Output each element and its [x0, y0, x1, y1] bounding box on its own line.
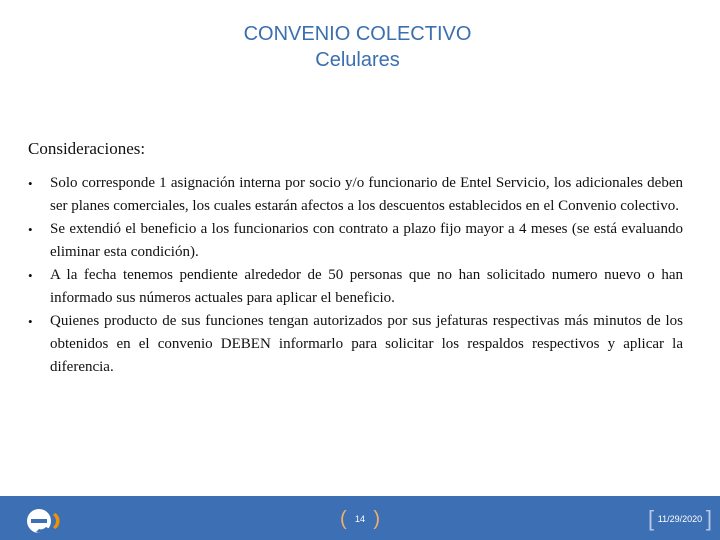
slide-title-line2: Celulares: [315, 49, 400, 71]
bullet-text: Se extendió el beneficio a los funcionarios con contrato a plazo fijo mayor a 4 meses (se está evaluando eliminar esta condición).: [50, 221, 683, 260]
bracket-right: ): [373, 508, 380, 530]
bullet-text: Quienes producto de sus funciones tengan autorizados por sus jefaturas respectivas más minutos de los obtenidos en el convenio DEBEN informarlo para solicitar los respaldos respectivos y aplicar la diferencia.: [50, 313, 683, 375]
bullet-item: [28, 172, 683, 218]
bullet-symbol: •: [28, 314, 33, 329]
page-number: 14: [354, 514, 365, 524]
bullet-list: [28, 172, 683, 379]
bullet-item: [28, 264, 683, 310]
bracket-left: [: [648, 506, 655, 531]
entel-logo-icon: [26, 507, 66, 535]
slide-title-line1: CONVENIO COLECTIVO: [243, 23, 472, 45]
bullet-text: A la fecha tenemos pendiente alrededor de 50 personas que no han solicitado numero nuevo o han informado sus números actuales para aplicar el beneficio.: [50, 267, 683, 306]
page-number-box: [340, 507, 380, 533]
slide-date: 11/29/2020: [657, 514, 703, 524]
bullet-symbol: •: [28, 176, 33, 191]
bracket-left: (: [340, 508, 347, 530]
date-box: [648, 507, 712, 533]
bullet-item: [28, 218, 683, 264]
bracket-right: ]: [705, 506, 712, 531]
bullet-text: Solo corresponde 1 asignación interna por socio y/o funcionario de Entel Servicio, los adicionales deben ser planes comerciales, los cuales estarán afectos a los descuentos establecidos en el Convenio colectivo.: [50, 175, 683, 214]
section-heading: Consideraciones:: [28, 139, 146, 158]
bullet-symbol: •: [28, 222, 33, 237]
bullet-item: [28, 310, 683, 379]
bullet-symbol: •: [28, 268, 33, 283]
slide-title: [0, 21, 715, 73]
